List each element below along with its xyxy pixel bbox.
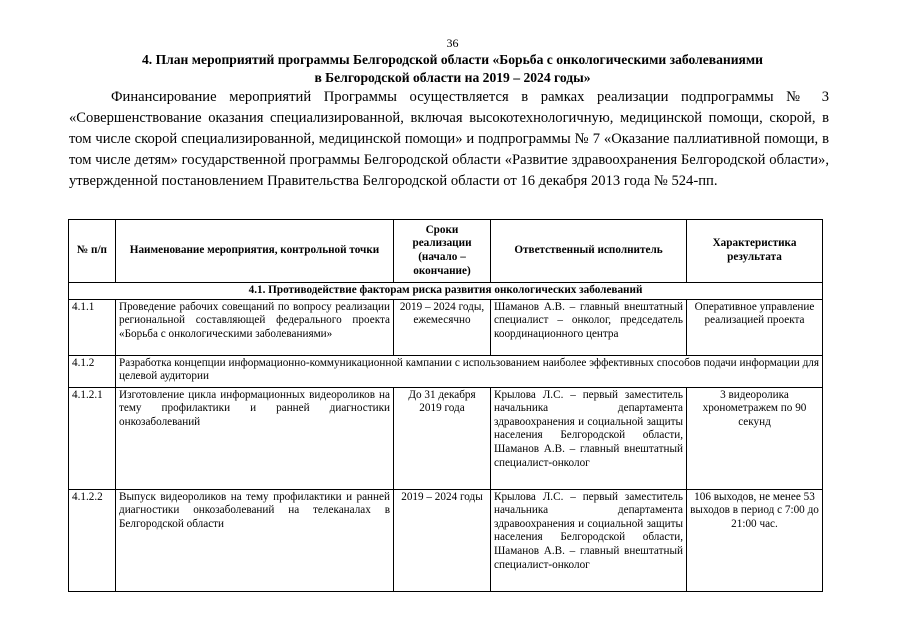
row-number: 4.1.2 [69,355,116,387]
financing-paragraph-text: Финансирование мероприятий Программы осуществляется в рамках реализации подпрограммы № 3 «Совершенствование оказания специализированной, включая высокотехнологичную, медицинской помощи, скорой, в том числе скорой специализированной, медицинской помощи» и подпрограммы № 7 «Оказание паллиативной помощи, в том числе детям» государственной программы Белгородской области «Развитие здравоохранения Белгородской области», утвержденной постановлением Правительства Белгородской области от 16 декабря 2013 года № 524-пп. [69,89,829,189]
row-result: 3 видеоролика хронометражем по 90 секунд [687,387,823,489]
row-name: Выпуск видеороликов на тему профилактики и ранней диагностики онкозаболеваний на телеканалах в Белгородской области [116,489,394,591]
section-heading-line-2: в Белгородской области на 2019 – 2024 годы» [314,70,591,85]
plan-table [68,219,823,592]
table-row [69,489,823,591]
table-row [69,299,823,355]
row-responsible: Крылова Л.С. – первый заместитель начальника департамента здравоохранения и социальной защиты населения Белгородской области, Шаманов А.В. – главный внештатный специалист-онколог [491,489,687,591]
financing-paragraph [69,87,829,192]
subsection-row [69,283,823,300]
row-name: Изготовление цикла информационных видеороликов на тему профилактики и ранней диагностики онкозаболеваний [116,387,394,489]
page-number: 36 [446,36,459,50]
header-responsible: Ответственный исполнитель [491,220,687,283]
header-deadline: Сроки реализации (начало – окончание) [394,220,491,283]
table-header-row [69,220,823,283]
header-name: Наименование мероприятия, контрольной точки [116,220,394,283]
row-number: 4.1.1 [69,299,116,355]
row-responsible: Шаманов А.В. – главный внештатный специалист – онколог, председатель координационного центра [491,299,687,355]
header-number: № п/п [69,220,116,283]
table-row [69,355,823,387]
row-deadline: До 31 декабря 2019 года [394,387,491,489]
header-result: Характеристика результата [687,220,823,283]
row-responsible: Крылова Л.С. – первый заместитель начальника департамента здравоохранения и социальной защиты населения Белгородской области, Шаманов А.В. – главный внештатный специалист-онколог [491,387,687,489]
row-deadline: 2019 – 2024 годы [394,489,491,591]
subsection-title: 4.1. Противодействие факторам риска развития онкологических заболеваний [69,283,823,300]
table-row [69,387,823,489]
row-result: 106 выходов, не менее 53 выходов в период с 7:00 до 21:00 час. [687,489,823,591]
section-heading-line-1: 4. План мероприятий программы Белгородской области «Борьба с онкологическими заболеваниями [141,52,764,67]
row-merged-text: Разработка концепции информационно-коммуникационной кампании с использованием наиболее эффективных способов подачи информации для целевой аудитории [116,355,823,387]
row-name: Проведение рабочих совещаний по вопросу реализации региональной составляющей федерального проекта «Борьба с онкологическими заболеваниями» [116,299,394,355]
row-result: Оперативное управление реализацией проекта [687,299,823,355]
row-number: 4.1.2.1 [69,387,116,489]
row-deadline: 2019 – 2024 годы, ежемесячно [394,299,491,355]
row-number: 4.1.2.2 [69,489,116,591]
section-heading [120,51,785,87]
